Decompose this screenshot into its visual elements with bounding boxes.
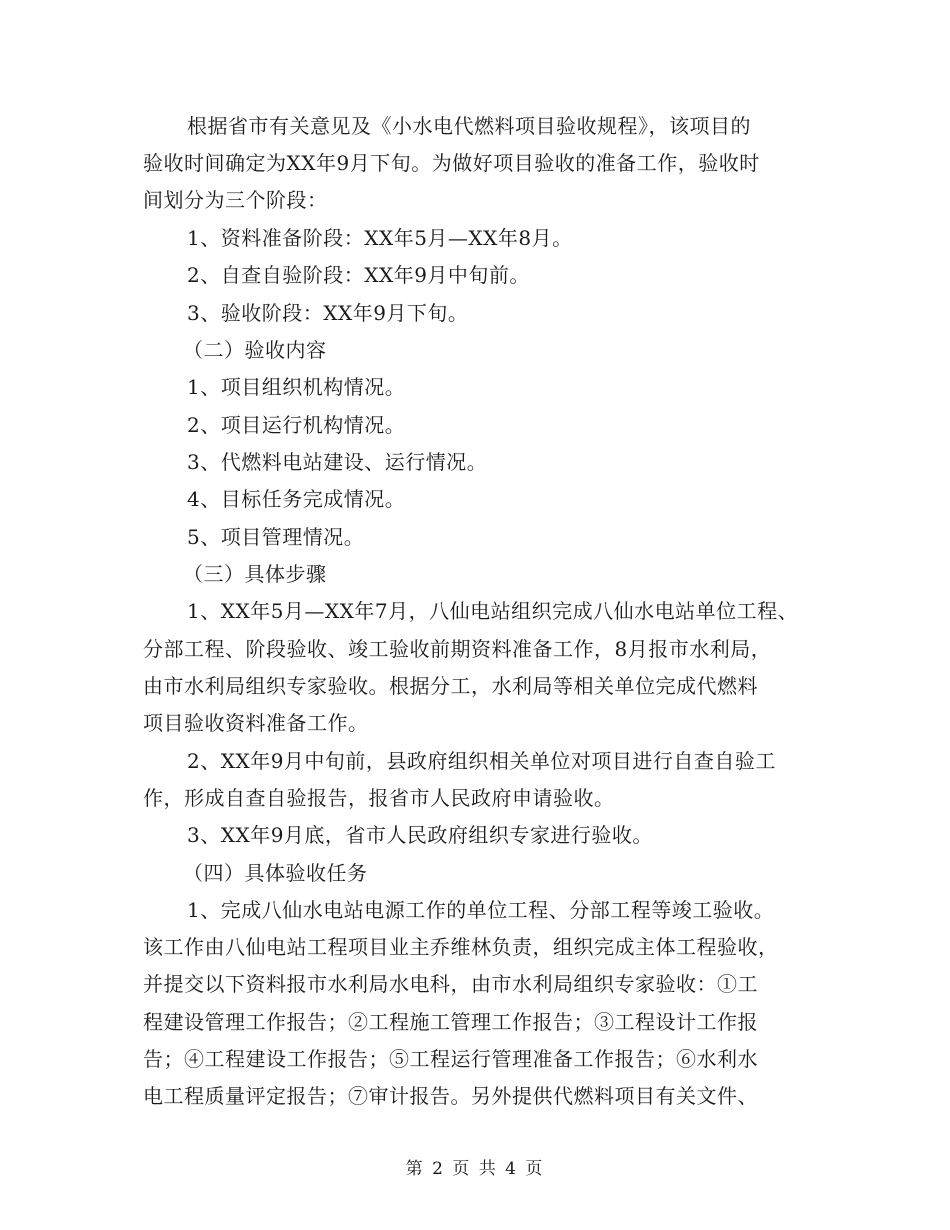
- section-heading: （四）具体验收任务: [183, 861, 368, 885]
- paragraph-line: 2、XX年9月中旬前，县政府组织相关单位对项目进行自查自验工: [187, 749, 776, 773]
- list-item: 1、资料准备阶段：XX年5月—XX年8月。: [187, 226, 573, 250]
- section-heading: （二）验收内容: [183, 338, 327, 362]
- paragraph-line: 由市水利局组织专家验收。根据分工，水利局等相关单位完成代燃料: [143, 674, 758, 698]
- paragraph-line: 告；④工程建设工作报告；⑤工程运行管理准备工作报告；⑥水利水: [143, 1047, 758, 1071]
- list-item: 3、验收阶段：XX年9月下旬。: [187, 301, 469, 325]
- paragraph-line: 电工程质量评定报告；⑦审计报告。另外提供代燃料项目有关文件、: [143, 1084, 758, 1108]
- paragraph-line: 并提交以下资料报市水利局水电科，由市水利局组织专家验收：①工: [143, 972, 758, 996]
- paragraph-line: 项目验收资料准备工作。: [143, 711, 369, 735]
- paragraph-line: 该工作由八仙电站工程项目业主乔维林负责，组织完成主体工程验收，: [143, 935, 779, 959]
- paragraph-line: 根据省市有关意见及《小水电代燃料项目验收规程》，该项目的: [187, 114, 751, 138]
- page-number-footer: 第 2 页 共 4 页: [405, 1159, 545, 1179]
- list-item: 1、项目组织机构情况。: [187, 375, 406, 399]
- list-item: 3、代燃料电站建设、运行情况。: [187, 450, 488, 474]
- paragraph-line: 1、XX年5月—XX年7月，八仙电站组织完成八仙水电站单位工程、: [187, 599, 799, 623]
- list-item: 5、项目管理情况。: [187, 525, 365, 549]
- list-item: 2、自查自验阶段：XX年9月中旬前。: [187, 263, 530, 287]
- paragraph-line: 程建设管理工作报告；②工程施工管理工作报告；③工程设计工作报: [143, 1010, 758, 1034]
- list-item: 2、项目运行机构情况。: [187, 413, 406, 437]
- paragraph-line: 3、XX年9月底，省市人民政府组织专家进行验收。: [187, 823, 653, 847]
- section-heading: （三）具体步骤: [183, 562, 327, 586]
- list-item: 4、目标任务完成情况。: [187, 487, 406, 511]
- paragraph-line: 分部工程、阶段验收、竣工验收前期资料准备工作，8月报市水利局，: [143, 637, 772, 661]
- paragraph-line: 作，形成自查自验报告，报省市人民政府申请验收。: [143, 786, 615, 810]
- paragraph-line: 1、完成八仙水电站电源工作的单位工程、分部工程等竣工验收。: [187, 898, 775, 922]
- paragraph-line: 间划分为三个阶段：: [143, 188, 328, 212]
- paragraph-line: 验收时间确定为XX年9月下旬。为做好项目验收的准备工作，验收时: [143, 151, 760, 175]
